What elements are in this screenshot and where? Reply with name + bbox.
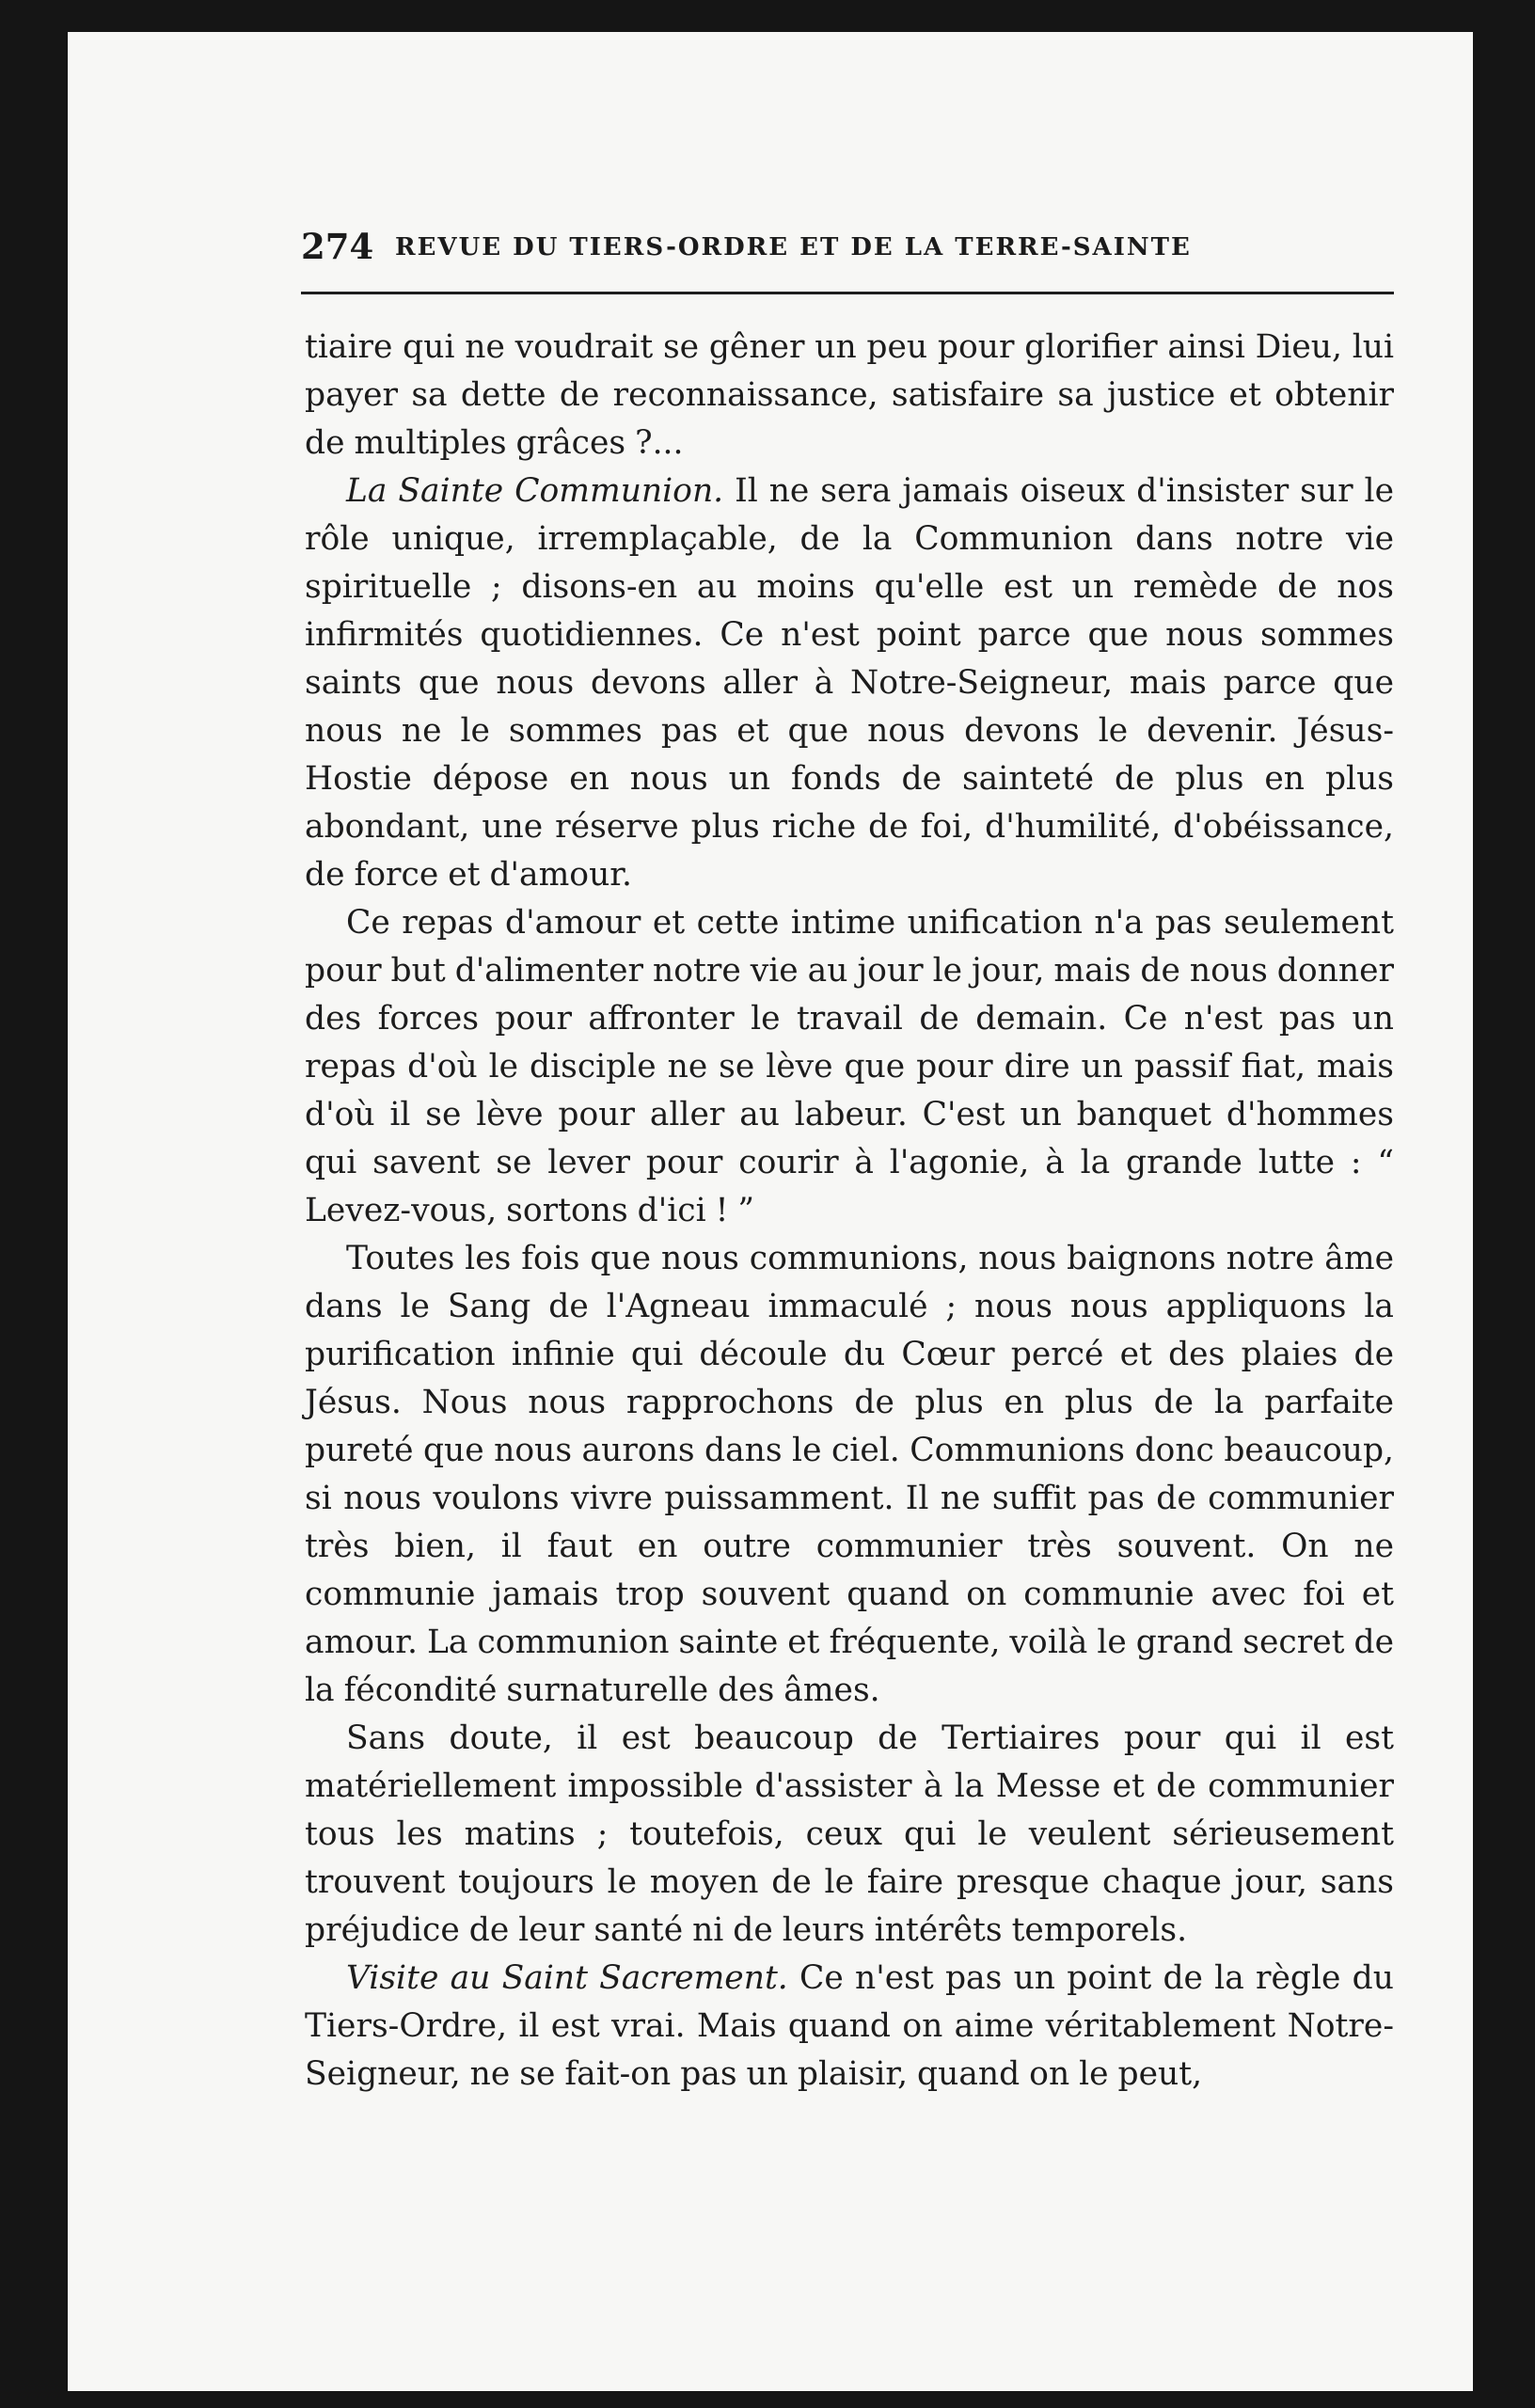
paragraph-text: Toutes les fois que nous communions, nous baignons notre âme dans le Sang de l'Agneau immaculé ; nous nous appliquons la purification infinie qui découle du Cœur percé et des plaies de Jésus. Nous nous rapprochons de plus en plus de la parfaite pureté que nous aurons dans le ciel. Communions donc beaucoup, si nous voulons vivre puissamment. Il ne suffit pas de communier très bien, il faut en outre communier très souvent. On ne communie jamais trop souvent quand on communie avec foi et amour. La communion sainte et fréquente, voilà le grand secret de la fécondité surnaturelle des âmes. [305, 1240, 1394, 1709]
paragraph-sainte-communion [305, 467, 1394, 899]
paragraph-text: Ce repas d'amour et cette intime unification n'a pas seulement pour but d'alimenter notre vie au jour le jour, mais de nous donner des forces pour affronter le travail de demain. Ce n'est pas un repas d'où le disciple ne se lève que pour dire un passif fiat, mais d'où il se lève pour aller au labeur. C'est un banquet d'hommes qui savent se lever pour courir à l'agonie, à la grande lutte : “ Levez-vous, sortons d'ici ! ” [305, 904, 1394, 1229]
running-header [301, 220, 1392, 277]
book-page [68, 32, 1473, 2391]
paragraph-communions [305, 1235, 1394, 1715]
running-title: REVUE DU TIERS-ORDRE ET DE LA TERRE-SAINTE [395, 233, 1192, 261]
paragraph-lead: La Sainte Communion. [346, 472, 724, 510]
paragraph-text: Ce n'est pas un point de la règle du Tiers-Ordre, il est vrai. Mais quand on aime véritablement Notre-Seigneur, ne se fait-on pas un plaisir, quand on le peut, [305, 1959, 1394, 2093]
paragraph-repas [305, 899, 1394, 1235]
paragraph-text: Sans doute, il est beaucoup de Tertiaires pour qui il est matériellement impossible d'assister à la Messe et de communier tous les matins ; toutefois, ceux qui le veulent sérieusement trouvent toujours le moyen de le faire presque chaque jour, sans préjudice de leur santé ni de leurs intérêts temporels. [305, 1719, 1394, 1949]
body-text [305, 324, 1394, 2099]
paragraph-text: tiaire qui ne voudrait se gêner un peu pour glorifier ainsi Dieu, lui payer sa dette de reconnaissance, satisfaire sa justice et obtenir de multiples grâces ?... [305, 328, 1394, 462]
paragraph-tertiaires [305, 1715, 1394, 1955]
paragraph-lead: Visite au Saint Sacrement. [346, 1959, 788, 1997]
page-number: 274 [301, 226, 374, 267]
paragraph-continuation [305, 324, 1394, 467]
paragraph-text: Il ne sera jamais oiseux d'insister sur le rôle unique, irremplaçable, de la Communion dans notre vie spirituelle ; disons-en au moins qu'elle est un remède de nos infirmités quotidiennes. Ce n'est point parce que nous sommes saints que nous devons aller à Notre-Seigneur, mais parce que nous ne le sommes pas et que nous devons le devenir. Jésus-Hostie dépose en nous un fonds de sainteté de plus en plus abondant, une réserve plus riche de foi, d'humilité, d'obéissance, de force et d'amour. [305, 472, 1394, 894]
header-rule [301, 292, 1394, 294]
paragraph-visite [305, 1955, 1394, 2099]
